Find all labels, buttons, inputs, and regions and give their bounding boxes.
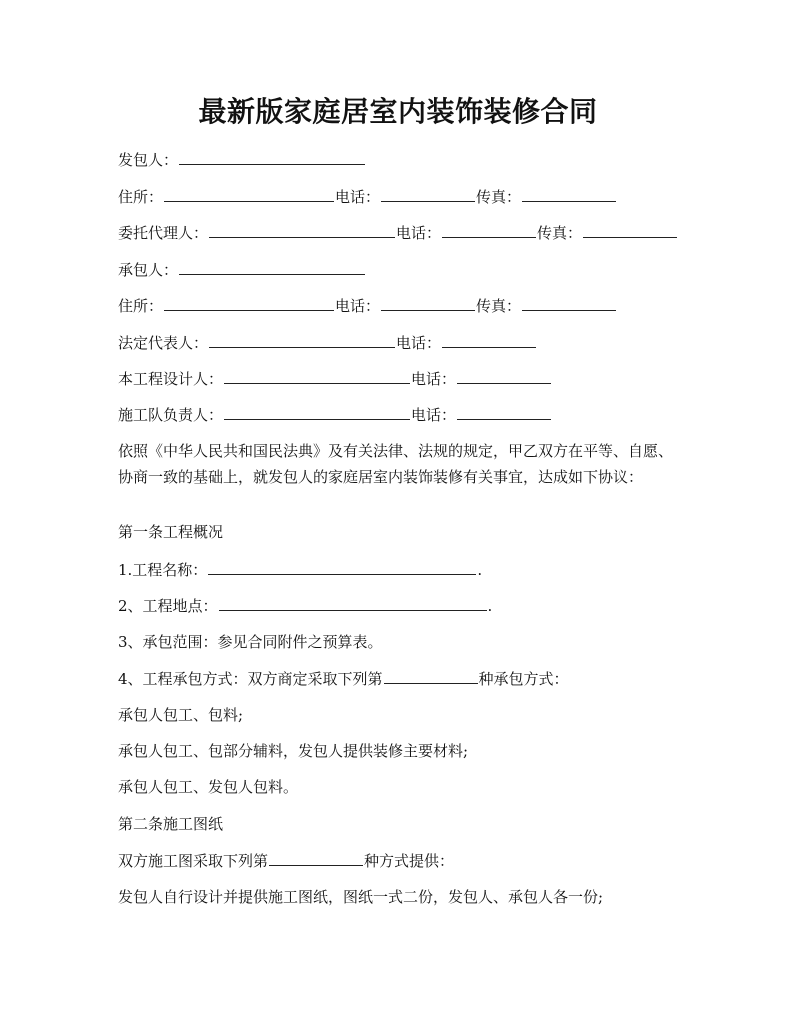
phone-blank[interactable] xyxy=(457,367,551,384)
period: . xyxy=(477,561,483,579)
contract-mode-row xyxy=(118,667,569,690)
project-site-blank[interactable] xyxy=(219,594,487,611)
phone-blank[interactable] xyxy=(442,221,536,238)
team-leader-blank[interactable] xyxy=(224,403,410,420)
legal-rep-label: 法定代表人： xyxy=(118,334,209,352)
document-title: 最新版家庭居室内装饰装修合同 xyxy=(198,95,598,128)
drawing-mode-suffix: 种方式提供： xyxy=(364,852,455,870)
contractor-row xyxy=(118,258,366,281)
scope-line: 3、承包范围：参见合同附件之预算表。 xyxy=(118,633,383,651)
designer-blank[interactable] xyxy=(224,367,410,384)
address-label: 住所： xyxy=(118,188,164,206)
drawing-mode-row xyxy=(118,849,454,872)
period: . xyxy=(487,597,493,615)
fax-label: 传真： xyxy=(476,188,522,206)
contractor-blank[interactable] xyxy=(179,258,365,275)
phone-blank[interactable] xyxy=(457,403,551,420)
legal-rep-blank[interactable] xyxy=(209,331,395,348)
phone-blank[interactable] xyxy=(442,331,536,348)
fax-label: 传真： xyxy=(476,297,522,315)
employer-label: 发包人： xyxy=(118,151,179,169)
team-leader-row xyxy=(118,403,552,426)
mode-option-3: 承包人包工、发包人包料。 xyxy=(118,778,299,796)
article1-heading: 第一条工程概况 xyxy=(118,523,224,541)
team-leader-label: 施工队负责人： xyxy=(118,406,224,424)
fax-label: 传真： xyxy=(537,224,583,242)
phone-blank[interactable] xyxy=(381,294,475,311)
fax-blank[interactable] xyxy=(522,185,616,202)
contractor-address-row xyxy=(118,294,617,317)
project-site-label: 2、工程地点： xyxy=(118,597,218,615)
address-blank[interactable] xyxy=(164,294,334,311)
contract-mode-blank[interactable] xyxy=(384,667,478,684)
project-name-blank[interactable] xyxy=(208,558,476,575)
drawing-mode-prefix: 双方施工图采取下列第 xyxy=(118,852,269,870)
fax-blank[interactable] xyxy=(583,221,677,238)
agent-blank[interactable] xyxy=(209,221,395,238)
drawing-mode-blank[interactable] xyxy=(269,849,363,866)
agent-row xyxy=(118,221,678,244)
employer-row xyxy=(118,148,366,171)
project-name-label: 1.工程名称： xyxy=(118,561,208,579)
fax-blank[interactable] xyxy=(522,294,616,311)
phone-label: 电话： xyxy=(396,334,442,352)
intro-paragraph: 依照《中华人民共和国民法典》及有关法律、法规的规定，甲乙双方在平等、自愿、协商一致的基础上，就发包人的家庭居室内装饰装修有关事宜，达成如下协议： xyxy=(118,442,674,486)
mode-option-2: 承包人包工、包部分辅料，发包人提供装修主要材料; xyxy=(118,742,469,760)
contract-mode-suffix: 种承包方式： xyxy=(478,670,569,688)
article2-heading: 第二条施工图纸 xyxy=(118,815,224,833)
address-label: 住所： xyxy=(118,297,164,315)
drawing-option-1: 发包人自行设计并提供施工图纸，图纸一式二份，发包人、承包人各一份; xyxy=(118,888,604,906)
agent-label: 委托代理人： xyxy=(118,224,209,242)
address-blank[interactable] xyxy=(164,185,334,202)
phone-label: 电话： xyxy=(335,297,381,315)
phone-label: 电话： xyxy=(411,406,457,424)
designer-label: 本工程设计人： xyxy=(118,370,224,388)
employer-blank[interactable] xyxy=(179,148,365,165)
legal-rep-row xyxy=(118,331,537,354)
employer-address-row xyxy=(118,185,617,208)
phone-label: 电话： xyxy=(335,188,381,206)
contractor-label: 承包人： xyxy=(118,261,179,279)
designer-row xyxy=(118,367,552,390)
mode-option-1: 承包人包工、包料; xyxy=(118,706,244,724)
phone-label: 电话： xyxy=(396,224,442,242)
contract-mode-prefix: 4、工程承包方式：双方商定采取下列第 xyxy=(118,670,383,688)
phone-label: 电话： xyxy=(411,370,457,388)
phone-blank[interactable] xyxy=(381,185,475,202)
project-site-row xyxy=(118,594,492,617)
project-name-row xyxy=(118,558,482,581)
